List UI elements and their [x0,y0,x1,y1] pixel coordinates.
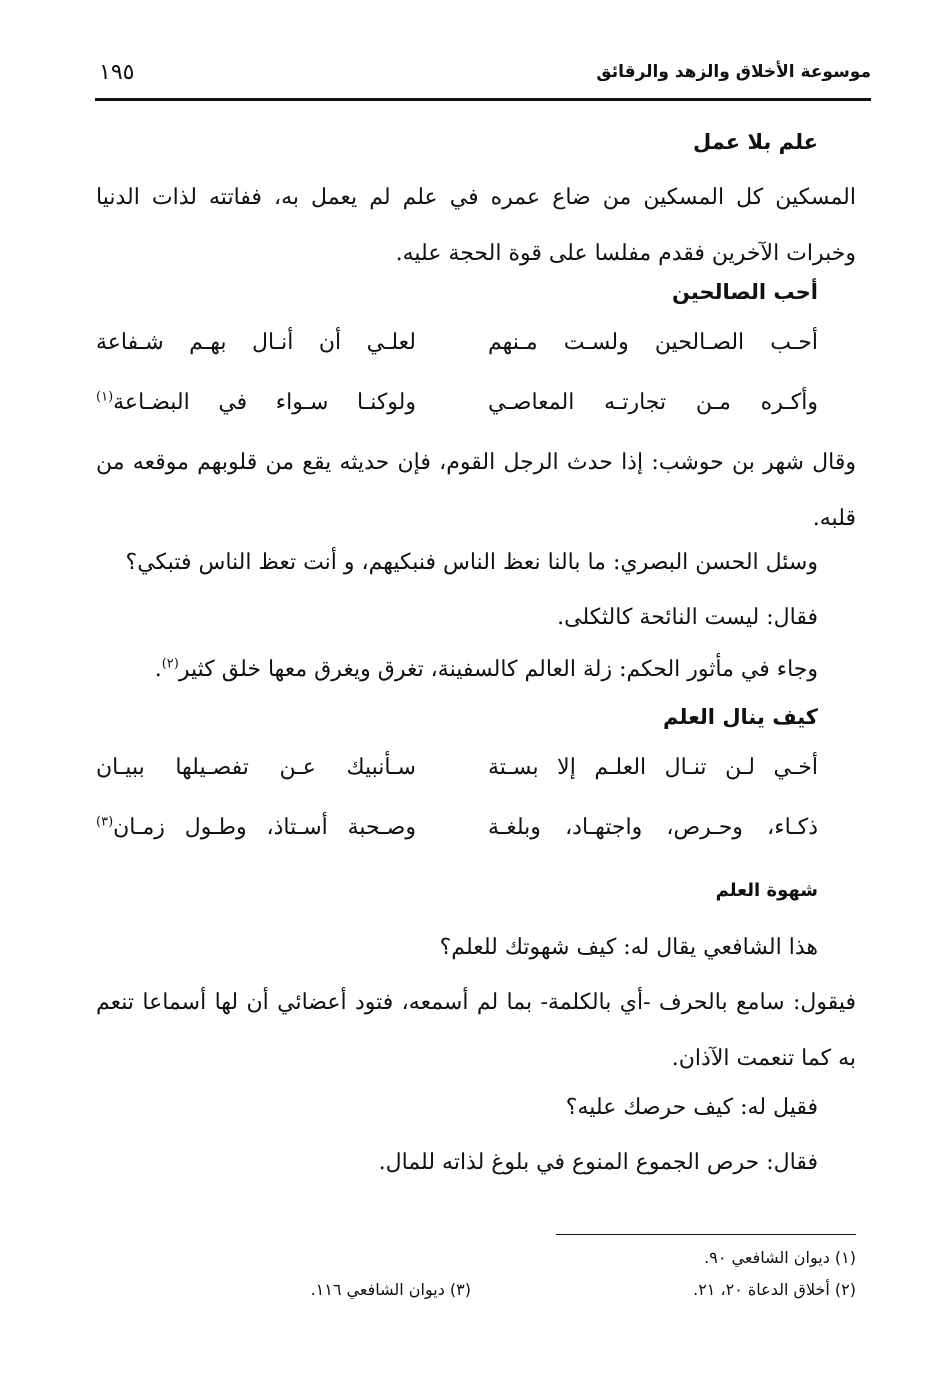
footnote-ref: (٣) [96,814,114,830]
paragraph-hasan-question: وسئل الحسن البصري: ما بالنا نعظ الناس فنبكيهم، و أنت تعظ الناس فتبكي؟ [125,550,818,575]
footnote-1: (١) ديوان الشافعي ٩٠. [704,1248,856,1267]
verse-line [96,815,818,855]
verse-line [96,390,818,430]
paragraph-shafii-answer: فيقول: سامع بالحرف -أي بالكلمة- بما لم أسمعه، فتود أعضائي أن لها أسماعا تنعم به كما تنعمت الآذان. [96,990,856,1071]
verse-hemistich-right: أخـي لـن تنـال العلـم إلا بسـتة [488,755,818,780]
verse-text: وصـحبة أسـتاذ، وطـول زمـان [113,815,416,840]
verse-hemistich-left: سـأنبيك عـن تفصـيلها ببيـان [96,755,416,780]
verse-text: ولوكنـا سـواء في البضـاعة [113,390,416,415]
paragraph-shafii-question-2: فقيل له: كيف حرصك عليه؟ [565,1095,818,1120]
verse-hemistich-right: وأكـره مـن تجارتـه المعاصـي [488,390,818,415]
wisdom-end: . [154,657,162,682]
verse-hemistich-left: لعلـي أن أنـال بهـم شـفاعة [96,330,416,355]
section-heading-how-to-gain-knowledge: كيف ينال العلم [663,705,818,729]
verse-hemistich-left [96,390,416,415]
paragraph-shafii-question: هذا الشافعي يقال له: كيف شهوتك للعلم؟ [439,935,818,960]
footnote-3: (٣) ديوان الشافعي ١١٦. [310,1280,471,1299]
wisdom-text: وجاء في مأثور الحكم: زلة العالم كالسفينة، تغرق ويغرق معها خلق كثير [178,657,818,682]
verse-line [96,755,818,795]
footnote-ref: (١) [96,389,114,405]
footnote-divider [556,1234,856,1235]
verse-hemistich-left [96,815,416,840]
verse-hemistich-right: ذكـاء، وحـرص، واجتهـاد، وبلغـة [488,815,818,840]
footnote-ref: (٢) [161,656,179,672]
section-heading-love-righteous: أحب الصالحين [671,280,818,304]
section-heading-desire-for-knowledge: شهوة العلم [715,880,818,901]
page-number: ١٩٥ [99,60,135,85]
paragraph-hasan-answer: فقال: ليست النائحة كالثكلى. [557,605,818,630]
paragraph-shahr-quote: وقال شهر بن حوشب: إذا حدث الرجل القوم، فإن حديثه يقع من قلوبهم موقعه من قلبه. [96,450,856,531]
paragraph-poor-scholar: المسكين كل المسكين من ضاع عمره في علم لم يعمل به، ففاتته لذات الدنيا وخبرات الآخرين فقدم مفلسا على قوة الحجة عليه. [96,185,856,266]
section-heading-knowledge-without-action: علم بلا عمل [692,130,818,154]
paragraph-shafii-answer-2: فقال: حرص الجموع المنوع في بلوغ لذاته للمال. [378,1150,818,1175]
footnote-2: (٢) أخلاق الدعاة ٢٠، ٢١. [693,1280,856,1299]
running-header [95,58,871,101]
book-title: موسوعة الأخلاق والزهد والرقائق [596,62,871,82]
verse-hemistich-right: أحـب الصـالحين ولسـت مـنهم [488,330,818,355]
verse-line [96,330,818,370]
paragraph-wisdom-saying [96,642,818,698]
